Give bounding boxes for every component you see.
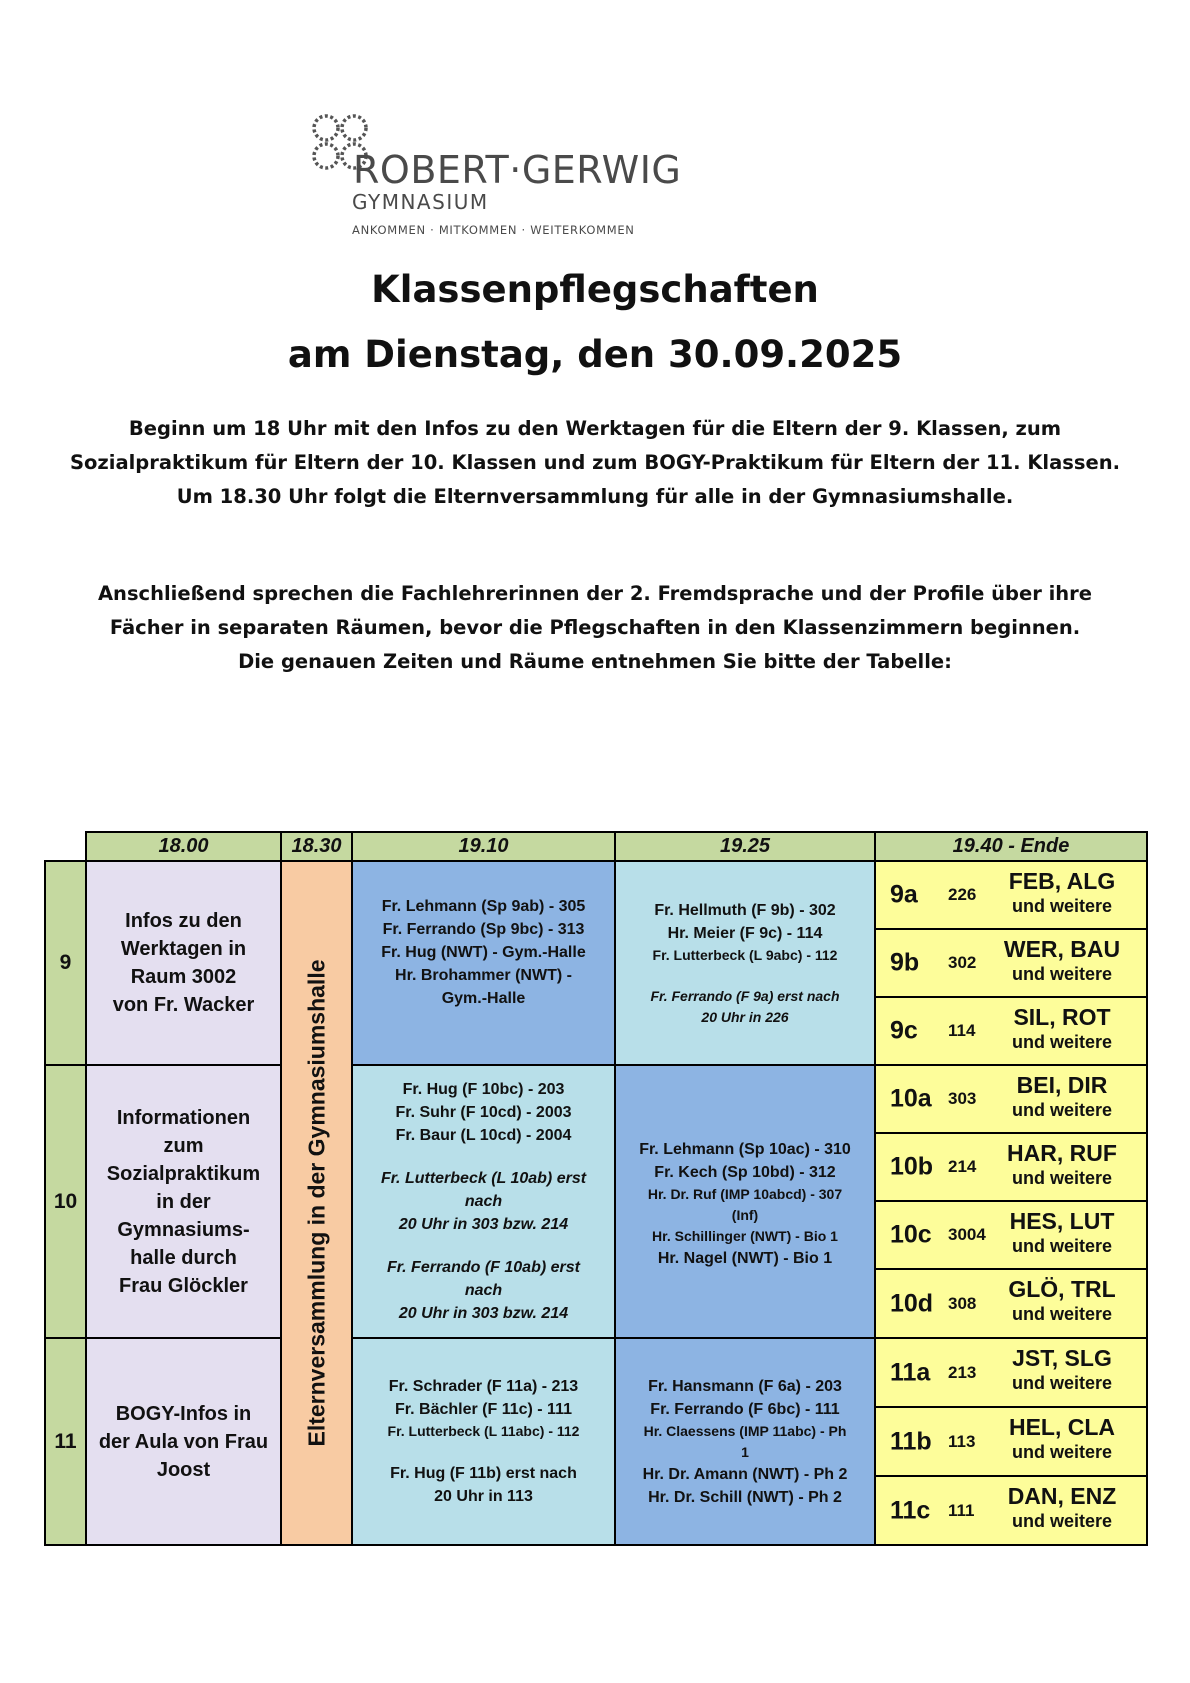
intro-line: Sozialpraktikum für Eltern der 10. Klassen und zum BOGY-Praktikum für Eltern der 11. Klassen.	[69, 451, 1120, 474]
info-line: Informationen	[116, 1106, 251, 1129]
room-number: 308	[948, 1293, 977, 1313]
teacher-room-line: Fr. Ferrando (F 10ab) erst	[387, 1259, 580, 1276]
info-line: Werktagen in	[120, 938, 247, 960]
class-name: 9c	[890, 1016, 918, 1045]
class-teachers: SIL, ROT	[1013, 1004, 1111, 1030]
teacher-room-line: Fr. Bächler (F 11c) - 111	[395, 1401, 572, 1418]
info-line: Frau Glöckler	[119, 1274, 248, 1297]
room-number: 114	[948, 1021, 976, 1040]
hall-assembly-label: Elternversammlung in der Gymnasiumshalle	[303, 959, 329, 1447]
info-line: BOGY-Infos in	[115, 1402, 252, 1425]
class-row-11b	[874, 1406, 1148, 1477]
teacher-room-line: nach	[464, 1282, 503, 1299]
class-teachers: GLÖ, TRL	[1008, 1276, 1116, 1302]
grade-label-10: 10	[44, 1064, 87, 1339]
class-name: 11a	[890, 1358, 931, 1386]
cell-1925-grade-10	[614, 1064, 876, 1339]
teacher-room-line: Fr. Hug (NWT) - Gym.-Halle	[381, 944, 586, 961]
teacher-room-line: 20 Uhr in 226	[701, 1008, 789, 1025]
intro-line: Anschließend sprechen die Fachlehrerinnen der 2. Fremdsprache und der Profile über ihre	[97, 582, 1093, 605]
teacher-room-line: Hr. Claessens (IMP 11abc) - Ph	[643, 1422, 847, 1439]
class-row-10a	[874, 1064, 1148, 1134]
teacher-room-line: Fr. Suhr (F 10cd) - 2003	[395, 1104, 572, 1121]
info-line: Sozialpraktikum	[106, 1162, 261, 1185]
class-teachers-more: und weitere	[1011, 1304, 1113, 1324]
class-teachers-more: und weitere	[1011, 1100, 1113, 1120]
class-row-10d	[874, 1268, 1148, 1339]
class-row-11c	[874, 1475, 1148, 1546]
cell-1910-grade-9	[351, 860, 616, 1066]
class-teachers-more: und weitere	[1011, 1511, 1113, 1531]
teacher-room-line: Fr. Ferrando (F 6bc) - 111	[650, 1400, 840, 1418]
class-teachers-more: und weitere	[1011, 1442, 1113, 1462]
logo-name: ROBERT·GERWIG	[353, 148, 682, 192]
teacher-room-line: Fr. Ferrando (F 9a) erst nach	[650, 987, 840, 1004]
class-row-10b	[874, 1132, 1148, 1202]
room-number: 113	[948, 1431, 976, 1451]
class-teachers-more: und weitere	[1011, 1373, 1113, 1393]
class-teachers-more: und weitere	[1011, 1236, 1113, 1256]
header-1940: 19.40 - Ende	[874, 831, 1148, 862]
teacher-room-line: Fr. Hellmuth (F 9b) - 302	[654, 901, 836, 919]
intro-line: Um 18.30 Uhr folgt die Elternversammlung für alle in der Gymnasiumshalle.	[176, 485, 1014, 508]
hall-assembly-cell	[280, 860, 353, 1546]
intro-line: Beginn um 18 Uhr mit den Infos zu den Werktagen für die Eltern der 9. Klassen, zum	[128, 417, 1062, 440]
header-1830: 18.30	[280, 831, 353, 862]
teacher-room-line: Hr. Schillinger (NWT) - Bio 1	[652, 1228, 838, 1244]
room-number: 302	[948, 953, 977, 972]
room-number: 214	[948, 1157, 977, 1176]
cell-1925-grade-9	[614, 860, 876, 1066]
teacher-room-line: Fr. Hug (F 11b) erst nach	[390, 1465, 577, 1482]
teacher-room-line: 1	[741, 1443, 749, 1460]
class-teachers: HES, LUT	[1009, 1208, 1115, 1234]
teacher-room-line: Hr. Dr. Amann (NWT) - Ph 2	[642, 1465, 848, 1483]
teacher-room-line: Fr. Baur (L 10cd) - 2004	[395, 1127, 572, 1144]
teacher-room-line: Hr. Dr. Ruf (IMP 10abcd) - 307	[647, 1186, 843, 1202]
info-cell-10	[85, 1064, 282, 1339]
teacher-room-line: Fr. Hansmann (F 6a) - 203	[648, 1377, 842, 1395]
room-number: 3004	[948, 1225, 986, 1244]
info-line: Infos zu den	[125, 910, 242, 932]
intro-paragraph-2	[0, 577, 1190, 679]
teacher-room-line: Hr. Dr. Schill (NWT) - Ph 2	[648, 1488, 842, 1506]
class-teachers-more: und weitere	[1011, 1032, 1113, 1052]
class-name: 10c	[890, 1220, 932, 1249]
teacher-room-line: Fr. Schrader (F 11a) - 213	[388, 1378, 579, 1395]
logo-subtitle: GYMNASIUM	[352, 190, 489, 214]
class-teachers: DAN, ENZ	[1007, 1483, 1117, 1509]
teacher-room-line: Fr. Lutterbeck (L 9abc) - 112	[652, 946, 838, 963]
class-name: 11c	[890, 1496, 931, 1524]
info-cell-11	[85, 1337, 282, 1546]
info-line: Gymnasiums-	[117, 1218, 250, 1241]
grade-label-11: 11	[44, 1337, 87, 1546]
logo-motto: ANKOMMEN · MITKOMMEN · WEITERKOMMEN	[352, 223, 635, 237]
room-number: 226	[948, 885, 977, 904]
teacher-room-line: 20 Uhr in 113	[434, 1488, 533, 1505]
class-row-9c	[874, 996, 1148, 1066]
info-line: Raum 3002	[130, 966, 237, 988]
header-1800: 18.00	[85, 831, 282, 862]
teacher-room-line: Fr. Lehmann (Sp 9ab) - 305	[381, 898, 586, 915]
teacher-room-line: Fr. Lutterbeck (L 10ab) erst	[380, 1170, 587, 1187]
class-row-11a	[874, 1337, 1148, 1408]
info-line: in der	[156, 1190, 211, 1213]
room-number: 213	[948, 1362, 977, 1382]
teacher-room-line: 20 Uhr in 303 bzw. 214	[398, 1305, 569, 1322]
class-name: 9a	[890, 880, 918, 909]
class-teachers-more: und weitere	[1011, 964, 1113, 984]
teacher-room-line: Gym.-Halle	[441, 990, 526, 1007]
intro-line: Die genauen Zeiten und Räume entnehmen Sie bitte der Tabelle:	[238, 650, 952, 673]
class-name: 11b	[890, 1427, 932, 1455]
grade-label-9: 9	[44, 860, 87, 1066]
info-line: der Aula von Frau	[98, 1430, 269, 1453]
teacher-room-line: Fr. Ferrando (Sp 9bc) - 313	[382, 921, 585, 938]
cell-1910-grade-10	[351, 1064, 616, 1339]
teacher-room-line: Fr. Hug (F 10bc) - 203	[402, 1081, 565, 1098]
teacher-room-line: Fr. Kech (Sp 10bd) - 312	[654, 1164, 836, 1181]
teacher-room-line: (Inf)	[731, 1207, 759, 1223]
page-title: Klassenpflegschaften	[371, 268, 819, 311]
teacher-room-line: Hr. Meier (F 9c) - 114	[667, 924, 823, 942]
info-cell-9	[85, 860, 282, 1066]
info-line: halle durch	[130, 1246, 237, 1269]
teacher-room-line: Fr. Lehmann (Sp 10ac) - 310	[639, 1141, 851, 1158]
class-name: 10d	[890, 1289, 934, 1317]
info-line: Joost	[156, 1458, 211, 1481]
teacher-room-line: Hr. Brohammer (NWT) -	[395, 967, 572, 984]
intro-line: Fächer in separaten Räumen, bevor die Pflegschaften in den Klassenzimmern beginnen.	[109, 616, 1081, 639]
cell-1910-grade-11	[351, 1337, 616, 1546]
class-teachers-more: und weitere	[1011, 1168, 1113, 1188]
header-1910: 19.10	[351, 831, 616, 862]
intro-paragraph-1	[0, 412, 1190, 514]
class-teachers: BEI, DIR	[1016, 1072, 1108, 1098]
class-teachers: HEL, CLA	[1008, 1414, 1116, 1440]
class-teachers-more: und weitere	[1011, 896, 1113, 916]
class-teachers: JST, SLG	[1012, 1345, 1112, 1371]
room-number: 303	[948, 1089, 977, 1108]
page-date: am Dienstag, den 30.09.2025	[287, 333, 903, 376]
class-row-10c	[874, 1200, 1148, 1270]
class-teachers: WER, BAU	[1003, 936, 1121, 962]
class-name: 10b	[890, 1152, 934, 1181]
info-line: zum	[163, 1134, 204, 1157]
class-row-9a	[874, 860, 1148, 930]
teacher-room-line: 20 Uhr in 303 bzw. 214	[398, 1216, 569, 1233]
class-teachers: FEB, ALG	[1008, 868, 1116, 894]
class-teachers: HAR, RUF	[1007, 1140, 1117, 1166]
info-line: von Fr. Wacker	[112, 994, 255, 1016]
teacher-room-line: nach	[464, 1193, 503, 1210]
header-1925: 19.25	[614, 831, 876, 862]
cell-1925-grade-11	[614, 1337, 876, 1546]
class-row-9b	[874, 928, 1148, 998]
class-name: 9b	[890, 948, 920, 977]
room-number: 111	[948, 1500, 975, 1520]
school-logo	[310, 112, 720, 240]
teacher-room-line: Fr. Lutterbeck (L 11abc) - 112	[387, 1423, 580, 1439]
teacher-room-line: Hr. Nagel (NWT) - Bio 1	[657, 1250, 833, 1267]
class-name: 10a	[890, 1084, 932, 1113]
